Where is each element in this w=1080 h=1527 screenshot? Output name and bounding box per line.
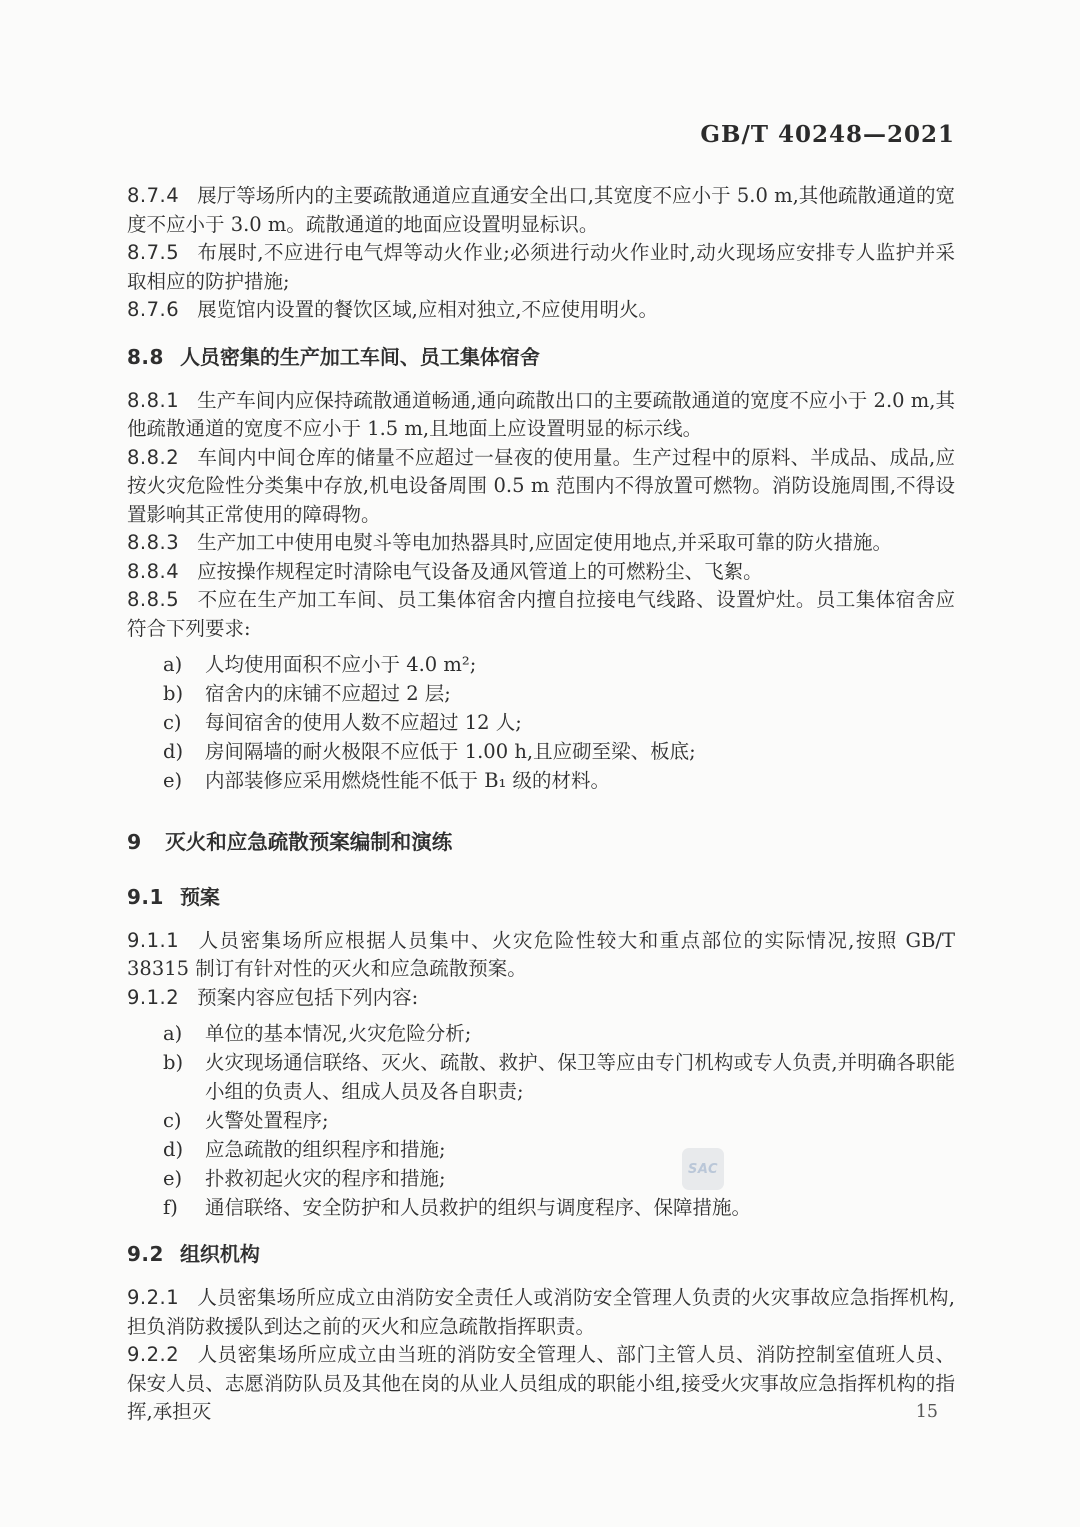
section-heading-9-1 — [127, 883, 955, 912]
list-item-text: 宿舍内的床铺不应超过 2 层; — [205, 682, 451, 705]
list-item-text: 每间宿舍的使用人数不应超过 12 人; — [205, 711, 522, 734]
list-item-label: d) — [163, 1137, 184, 1161]
list-item-label: c) — [163, 1108, 182, 1132]
list-item — [127, 709, 955, 738]
list-item — [127, 1107, 955, 1136]
section-number: 8.8 — [127, 344, 164, 369]
clause-8-7-5 — [127, 239, 955, 296]
list-item-label: c) — [163, 711, 182, 734]
clause-9-2-2 — [127, 1341, 955, 1427]
clause-text: 生产加工中使用电熨斗等电加热器具时,应固定使用地点,并采取可靠的防火措施。 — [197, 531, 893, 554]
list-item — [127, 1194, 955, 1223]
clause-text: 布展时,不应进行电气焊等动火作业;必须进行动火作业时,动火现场应安排专人监护并采取相应的防护措施; — [127, 241, 955, 293]
chapter-heading-9 — [127, 828, 955, 857]
standard-code-header: GB/T 40248—2021 — [700, 121, 955, 148]
clause-text: 车间内中间仓库的储量不应超过一昼夜的使用量。生产过程中的原料、半成品、成品,应按火灾危险性分类集中存放,机电设备周围 0.5 m 范围内不得放置可燃物。消防设施周围,不得设置影响其正常使用的障碍物。 — [127, 445, 955, 526]
clause-number: 8.7.4 — [127, 184, 180, 207]
clause-8-8-1 — [127, 387, 955, 444]
clause-8-7-4 — [127, 182, 955, 239]
clause-number: 8.8.3 — [127, 531, 180, 554]
list-item — [127, 1020, 955, 1049]
clause-number: 9.2.2 — [127, 1343, 180, 1366]
section-heading-9-2 — [127, 1240, 955, 1269]
section-title: 人员密集的生产加工车间、员工集体宿舍 — [179, 344, 540, 369]
list-item-text: 应急疏散的组织程序和措施; — [205, 1137, 446, 1161]
list-item-label: a) — [163, 1022, 183, 1045]
list-item-text: 房间隔墙的耐火极限不应低于 1.00 h,且应砌至梁、板底; — [205, 740, 696, 763]
list-item-label: e) — [163, 769, 183, 792]
list-item — [127, 1165, 955, 1194]
clause-9-1-2 — [127, 984, 955, 1013]
page-number: 15 — [915, 1402, 938, 1422]
clause-number: 8.8.1 — [127, 388, 180, 412]
list-item-text: 通信联络、安全防护和人员救护的组织与调度程序、保障措施。 — [205, 1195, 752, 1219]
clause-number: 9.1.2 — [127, 985, 180, 1009]
clause-number: 8.7.6 — [127, 298, 180, 321]
clause-8-8-2 — [127, 444, 955, 530]
chapter-title: 灭火和应急疏散预案编制和演练 — [165, 829, 453, 854]
section-title: 组织机构 — [179, 1242, 260, 1266]
clause-text: 人员密集场所应根据人员集中、火灾危险性较大和重点部位的实际情况,按照 GB/T 38315 制订有针对性的灭火和应急疏散预案。 — [127, 928, 955, 980]
section-number: 9.2 — [127, 1242, 164, 1266]
clause-text: 生产车间内应保持疏散通道畅通,通向疏散出口的主要疏散通道的宽度不应小于 2.0 m,其他疏散通道的宽度不应小于 1.5 m,且地面上应设置明显的标示线。 — [127, 388, 955, 440]
list-item-text: 火灾现场通信联络、灭火、疏散、救护、保卫等应由专门机构或专人负责,并明确各职能小组的负责人、组成人员及各自职责; — [205, 1051, 955, 1103]
clause-text: 展览馆内设置的餐饮区域,应相对独立,不应使用明火。 — [197, 298, 659, 321]
list-item-label: a) — [163, 653, 183, 676]
clause-8-8-5 — [127, 586, 955, 643]
clause-8-7-6 — [127, 296, 955, 325]
list-item-label: e) — [163, 1166, 183, 1190]
list-item — [127, 651, 955, 680]
list-8-8-5 — [127, 651, 955, 796]
clause-text: 展厅等场所内的主要疏散通道应直通安全出口,其宽度不应小于 5.0 m,其他疏散通道的宽度不应小于 3.0 m。疏散通道的地面应设置明显标识。 — [127, 184, 955, 236]
clause-number: 8.7.5 — [127, 241, 180, 264]
clause-number: 9.2.1 — [127, 1286, 180, 1309]
list-item — [127, 1136, 955, 1165]
clause-text: 不应在生产加工车间、员工集体宿舍内擅自拉接电气线路、设置炉灶。员工集体宿舍应符合下列要求: — [127, 588, 955, 640]
list-item-label: f) — [163, 1195, 178, 1219]
chapter-number: 9 — [127, 829, 142, 854]
clause-text: 应按操作规程定时清除电气设备及通风管道上的可燃粉尘、飞絮。 — [197, 559, 763, 583]
sac-watermark: SAC — [682, 1148, 724, 1190]
section-number: 9.1 — [127, 884, 164, 909]
list-item-text: 扑救初起火灾的程序和措施; — [205, 1166, 446, 1190]
clause-number: 8.8.4 — [127, 559, 180, 583]
clause-number: 8.8.5 — [127, 588, 180, 611]
list-item-label: b) — [163, 1051, 184, 1074]
document-body — [127, 182, 955, 1427]
list-item — [127, 738, 955, 767]
clause-8-8-4 — [127, 558, 955, 587]
list-item-text: 内部装修应采用燃烧性能不低于 B₁ 级的材料。 — [205, 769, 611, 792]
clause-number: 8.8.2 — [127, 445, 180, 469]
list-item-text: 火警处置程序; — [205, 1108, 329, 1132]
section-title: 预案 — [179, 884, 220, 909]
list-9-1-2 — [127, 1020, 955, 1222]
list-item-text: 人均使用面积不应小于 4.0 m²; — [205, 653, 477, 676]
clause-text: 人员密集场所应成立由当班的消防安全管理人、部门主管人员、消防控制室值班人员、保安人员、志愿消防队员及其他在岗的从业人员组成的职能小组,接受火灾事故应急指挥机构的指挥,承担灭 — [127, 1343, 955, 1423]
list-item — [127, 680, 955, 709]
clause-text: 人员密集场所应成立由消防安全责任人或消防安全管理人负责的火灾事故应急指挥机构,担负消防救援队到达之前的灭火和应急疏散指挥职责。 — [127, 1286, 955, 1338]
section-heading-8-8 — [127, 343, 955, 372]
list-item-text: 单位的基本情况,火灾危险分析; — [205, 1022, 472, 1045]
clause-number: 9.1.1 — [127, 928, 180, 952]
list-item — [127, 767, 955, 796]
list-item-label: b) — [163, 682, 184, 705]
list-item — [127, 1049, 955, 1106]
clause-8-8-3 — [127, 529, 955, 558]
clause-9-1-1 — [127, 927, 955, 984]
clause-text: 预案内容应包括下列内容: — [197, 985, 419, 1009]
clause-9-2-1 — [127, 1284, 955, 1341]
list-item-label: d) — [163, 740, 184, 763]
